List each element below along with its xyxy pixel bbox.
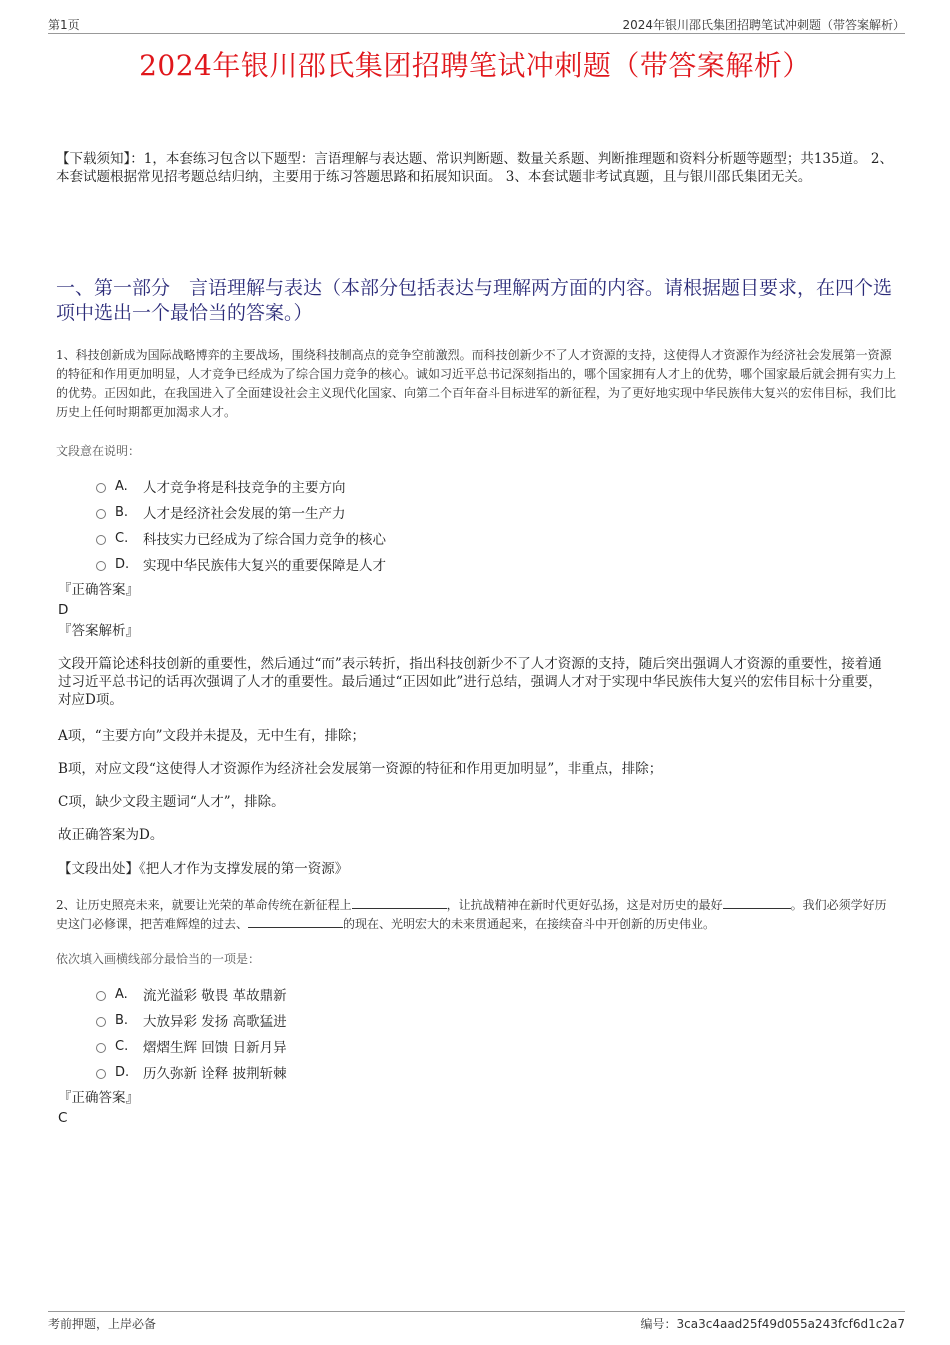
document-id: 编号：3ca3c4aad25f49d055a243fcf6d1c2a7 <box>640 1317 905 1331</box>
question-1-prompt: 文段意在说明： <box>56 444 141 458</box>
question-1-analysis-label: 『答案解析』 <box>58 623 139 639</box>
radio-icon[interactable] <box>96 1043 106 1053</box>
radio-icon[interactable] <box>96 535 106 545</box>
section-heading: 一、第一部分 言语理解与表达（本部分包括表达与理解两方面的内容。请根据题目要求，在四个选项中选出一个最恰当的答案。） <box>56 277 893 324</box>
question-1-answer-label: 『正确答案』 <box>58 582 139 598</box>
page-header <box>48 15 905 34</box>
page-footer <box>48 1311 905 1331</box>
option-a[interactable]: A. 人才竞争将是科技竞争的主要方向 <box>96 473 386 499</box>
fill-blank <box>723 897 791 909</box>
analysis-option-b: B项，对应文段“这使得人才资源作为经济社会发展第一资源的特征和作用更加明显”，非重点，排除； <box>58 761 663 777</box>
option-d[interactable]: D. 历久弥新 诠释 披荆斩棘 <box>96 1059 287 1085</box>
document-title: 2024年银川邵氏集团招聘笔试冲刺题（带答案解析） <box>139 49 811 82</box>
page-number: 第1页 <box>48 18 80 32</box>
question-1-answer: D <box>58 602 69 618</box>
fill-blank <box>352 897 447 909</box>
radio-icon[interactable] <box>96 1069 106 1079</box>
question-2-text: 2、让历史照亮未来，就要让光荣的革命传统在新征程上 ，让抗战精神在新时代更好弘扬，这是对历史的最好 。我们必须学好历史这门必修课，把苦难辉煌的过去、 的现在、光明宏大的未来贯通起来，在接续奋斗中开创新的历史伟业。 <box>56 898 887 931</box>
question-1-options <box>96 473 386 577</box>
question-2-prompt: 依次填入画横线部分最恰当的一项是： <box>56 952 261 966</box>
question-1-text: 1、科技创新成为国际战略博弈的主要战场，围绕科技制高点的竞争空前激烈。而科技创新少不了人才资源的支持，这使得人才资源作为经济社会发展第一资源的特征和作用更加明显，人才竞争已经成为了综合国力竞争的核心。诚如习近平总书记深刻指出的，哪个国家拥有人才上的优势，哪个国家最后就会拥有实力上的优势。正因如此，在我国进入了全面建设社会主义现代化国家、向第二个百年奋斗目标进军的新征程，为了更好地实现中华民族伟大复兴的宏伟目标，我们比历史上任何时期都更加渴求人才。 <box>56 348 897 419</box>
option-b[interactable]: B. 人才是经济社会发展的第一生产力 <box>96 499 386 525</box>
header-title: 2024年银川邵氏集团招聘笔试冲刺题（带答案解析） <box>622 18 905 32</box>
analysis-source: 【文段出处】《把人才作为支撑发展的第一资源》 <box>58 861 349 877</box>
option-c[interactable]: C. 熠熠生辉 回馈 日新月异 <box>96 1033 287 1059</box>
question-2-answer: C <box>58 1110 68 1126</box>
analysis-option-a: A项，“主要方向”文段并未提及，无中生有，排除； <box>58 728 366 744</box>
option-b[interactable]: B. 大放异彩 发扬 高歌猛进 <box>96 1007 287 1033</box>
question-2-options <box>96 981 287 1085</box>
analysis-option-c: C项，缺少文段主题词“人才”，排除。 <box>58 794 285 810</box>
footer-slogan: 考前押题，上岸必备 <box>48 1317 157 1331</box>
radio-icon[interactable] <box>96 483 106 493</box>
analysis-conclusion: 故正确答案为D。 <box>58 827 164 843</box>
option-a[interactable]: A. 流光溢彩 敬畏 革故鼎新 <box>96 981 287 1007</box>
analysis-paragraph: 文段开篇论述科技创新的重要性，然后通过“而”表示转折，指出科技创新少不了人才资源的支持，随后突出强调人才资源的重要性，接着通过习近平总书记的话再次强调了人才的重要性。最后通过“正因如此”进行总结，强调人才对于实现中华民族伟大复兴的宏伟目标十分重要，对应D项。 <box>58 656 882 708</box>
option-c[interactable]: C. 科技实力已经成为了综合国力竞争的核心 <box>96 525 386 551</box>
radio-icon[interactable] <box>96 509 106 519</box>
radio-icon[interactable] <box>96 1017 106 1027</box>
fill-blank <box>248 916 343 928</box>
option-d[interactable]: D. 实现中华民族伟大复兴的重要保障是人才 <box>96 551 386 577</box>
download-notice: 【下载须知】：1，本套练习包含以下题型：言语理解与表达题、常识判断题、数量关系题、判断推理题和资料分析题等题型；共135道。 2、本套试题根据常见招考题总结归纳，主要用于练习答题思路和拓展知识面。 3、本套试题非考试真题，且与银川邵氏集团无关。 <box>56 151 893 185</box>
question-2-answer-label: 『正确答案』 <box>58 1090 139 1106</box>
radio-icon[interactable] <box>96 991 106 1001</box>
radio-icon[interactable] <box>96 561 106 571</box>
